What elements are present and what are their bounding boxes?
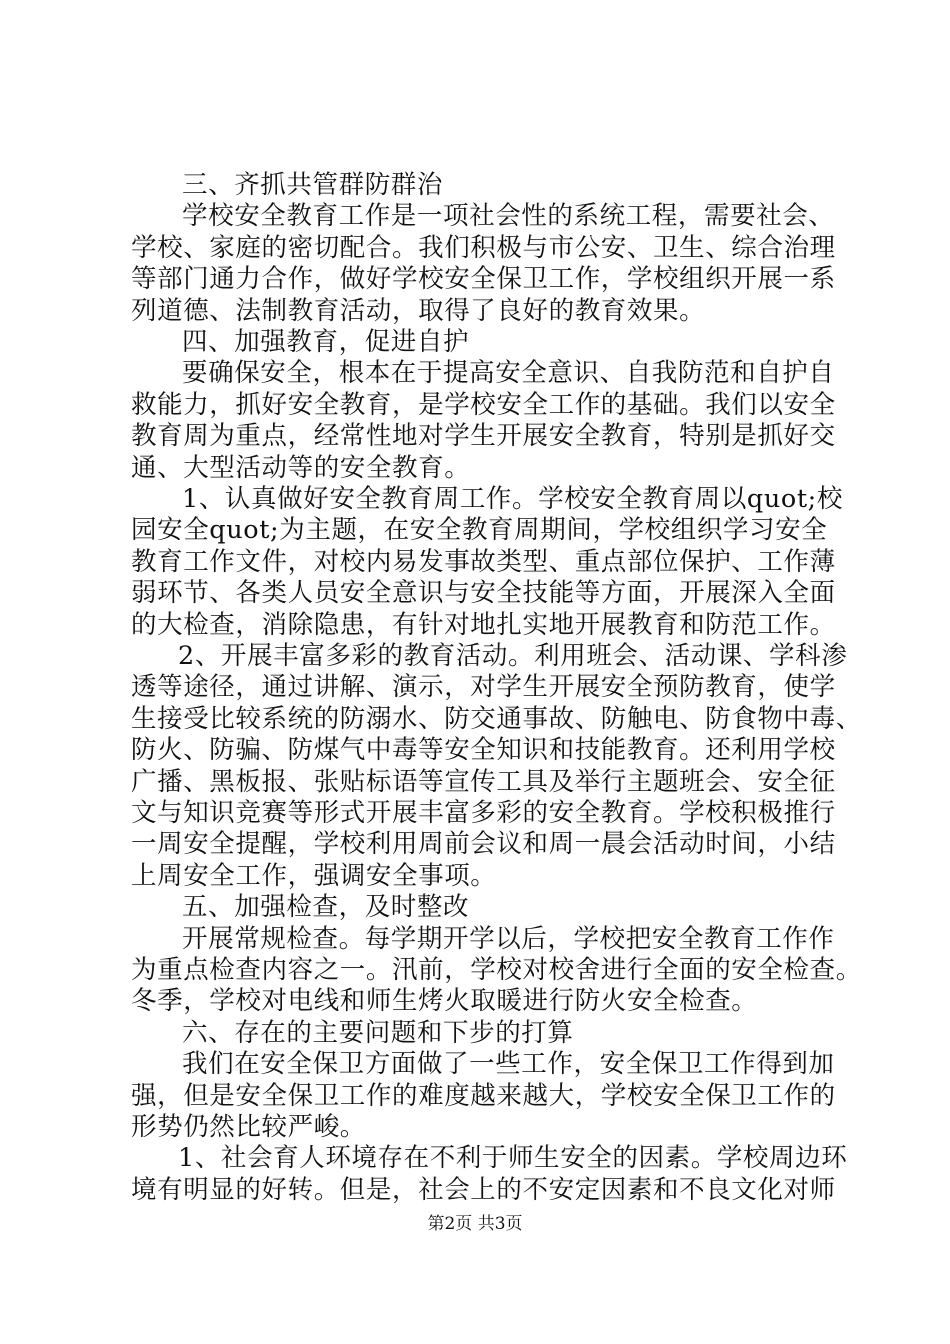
- paragraph-line: 我们在安全保卫方面做了一些工作，安全保卫工作得到加: [182, 1049, 835, 1080]
- paragraph-line: 生接受比较系统的防溺水、防交通事故、防触电、防食物中毒、: [131, 703, 862, 734]
- paragraph-line: 为重点检查内容之一。汛前，学校对校舍进行全面的安全检查。: [131, 955, 862, 985]
- paragraph-line: 的大检查，消除隐患，有针对地扎实地开展教育和防范工作。: [131, 609, 836, 640]
- paragraph-line: 园安全quot;为主题，在安全教育周期间，学校组织学习安全: [131, 515, 828, 546]
- paragraph-line: 冬季，学校对电线和师生烤火取暖进行防火安全检查。: [131, 986, 758, 1017]
- heading-3: 三、齐抓共管群防群治: [182, 170, 444, 200]
- paragraph-line: 广播、黑板报、张贴标语等宣传工具及举行主题班会、安全征: [131, 766, 836, 797]
- paragraph-line: 文与知识竞赛等形式开展丰富多彩的安全教育。学校积极推行: [131, 798, 836, 828]
- paragraph-line: 教育周为重点，经常性地对学生开展安全教育，特别是抓好交: [131, 421, 836, 452]
- paragraph-line: 强，但是安全保卫工作的难度越来越大，学校安全保卫工作的: [131, 1080, 836, 1111]
- paragraph-line: 2、开展丰富多彩的教育活动。利用班会、活动课、学科渗: [178, 641, 848, 671]
- heading-5: 五、加强检查，及时整改: [182, 892, 470, 923]
- paragraph-line: 学校、家庭的密切配合。我们积极与市公安、卫生、综合治理: [131, 232, 836, 263]
- paragraph-line: 开展常规检查。每学期开学以后，学校把安全教育工作作: [182, 923, 835, 954]
- paragraph-line: 要确保安全，根本在于提高安全意识、自我防范和自护自: [182, 358, 835, 389]
- paragraph-line: 等部门通力合作，做好学校安全保卫工作，学校组织开展一系: [131, 264, 836, 295]
- paragraph-line: 学校安全教育工作是一项社会性的系统工程，需要社会、: [182, 201, 835, 232]
- paragraph-line: 1、认真做好安全教育周工作。学校安全教育周以quot;校: [182, 484, 843, 514]
- paragraph-line: 上周安全工作，强调安全事项。: [131, 860, 497, 891]
- page-footer: 第2页 共3页: [427, 1214, 523, 1234]
- paragraph-line: 1、社会育人环境存在不利于师生安全的因素。学校周边环: [178, 1143, 848, 1174]
- paragraph-line: 救能力，抓好安全教育，是学校安全工作的基础。我们以安全: [131, 389, 836, 420]
- paragraph-line: 教育工作文件，对校内易发事故类型、重点部位保护、工作薄: [131, 546, 836, 577]
- paragraph-line: 防火、防骗、防煤气中毒等安全知识和技能教育。还利用学校: [131, 735, 836, 766]
- heading-6: 六、存在的主要问题和下步的打算: [182, 1017, 574, 1048]
- paragraph-line: 通、大型活动等的安全教育。: [131, 452, 471, 483]
- paragraph-line: 境有明显的好转。但是，社会上的不安定因素和不良文化对师: [131, 1174, 836, 1205]
- paragraph-line: 形势仍然比较严峻。: [131, 1112, 366, 1142]
- heading-4: 四、加强教育，促进自护: [182, 327, 470, 357]
- paragraph-line: 透等途径，通过讲解、演示，对学生开展安全预防教育，使学: [131, 672, 836, 703]
- paragraph-line: 弱环节、各类人员安全意识与安全技能等方面，开展深入全面: [131, 578, 836, 609]
- paragraph-line: 列道德、法制教育活动，取得了良好的教育效果。: [131, 295, 706, 326]
- paragraph-line: 一周安全提醒，学校利用周前会议和周一晨会活动时间，小结: [131, 829, 836, 860]
